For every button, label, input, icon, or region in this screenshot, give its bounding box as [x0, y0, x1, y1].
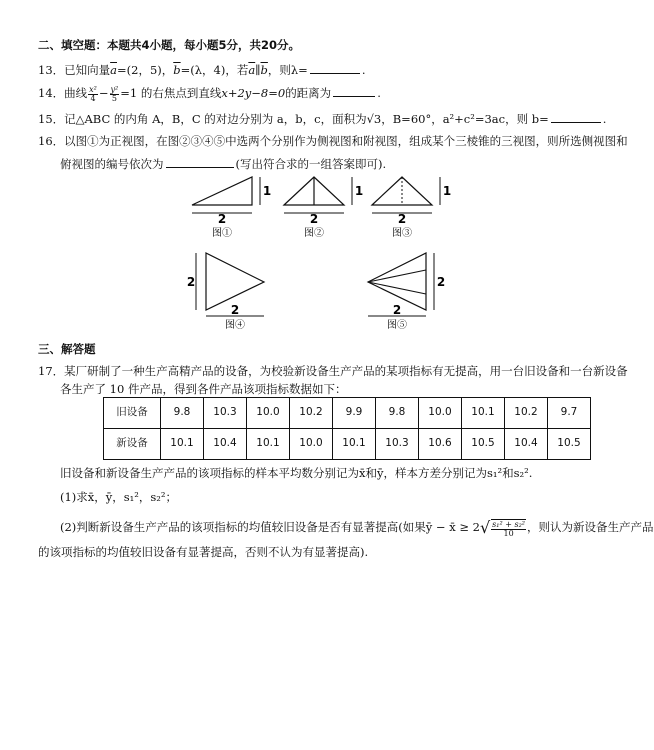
table-cell: 9.8	[376, 398, 419, 429]
figure-label: 图⑤	[387, 320, 407, 331]
question-15	[38, 111, 606, 126]
table-cell: 9.8	[161, 398, 204, 429]
table-cell: 10.1	[462, 398, 505, 429]
q13-end: .	[361, 63, 366, 77]
answer-blank[interactable]	[333, 85, 375, 97]
q14-text: 曲线	[64, 86, 88, 100]
q17-text: 某厂研制了一种生产高精产品的设备，为校验新设备生产产品的某项指标有无提高，用一台旧设备和一台新设备	[64, 364, 628, 378]
question-14	[38, 85, 381, 103]
figure-1	[190, 175, 272, 237]
question-17-line-1	[38, 364, 628, 378]
question-17-part-2-line-2: 的该项指标的均值较旧设备有显著提高，否则不认为有显著提高).	[38, 545, 369, 559]
question-17-part-1: (1)求x̄，ȳ，s₁²，s₂²；	[60, 490, 178, 504]
table-row-new	[104, 429, 591, 460]
q15-text: 记△ABC 的内角 A，B，C 的对边分别为 a，b，c，面积为√3，B=60°，a²+c²=3ac，则 b=	[64, 112, 549, 126]
table-cell: 10.0	[419, 398, 462, 429]
question-17-part-2-line-1	[60, 518, 654, 538]
question-16-line-1	[38, 134, 628, 148]
table-cell: 10.4	[204, 429, 247, 460]
figure-3	[370, 175, 452, 237]
height-label: 1	[354, 184, 364, 198]
table-cell: 10.2	[505, 398, 548, 429]
question-16-line-2	[60, 156, 386, 171]
height-label: 1	[262, 184, 272, 198]
q14-text: 的距离为	[285, 86, 332, 100]
inner-line	[368, 270, 426, 282]
height-label: 2	[186, 275, 196, 289]
question-number: 14．	[38, 86, 65, 100]
figure-label: 图④	[225, 320, 245, 331]
triangle-shape	[192, 177, 252, 205]
q13-text: =(λ，4)，若	[180, 63, 249, 77]
width-label: 2	[397, 212, 407, 226]
line-equation: x+2y−8=0	[221, 86, 286, 100]
question-number: 16．	[38, 134, 65, 148]
vector-a: $\overline{a}$	[248, 63, 256, 77]
vector-a: $\overline{a}$	[110, 63, 117, 77]
q16-text: (写出符合求的一组答案即可).	[235, 157, 387, 171]
table-cell: 10.5	[462, 429, 505, 460]
q17-part2-text: ，则认为新设备生产产品	[527, 520, 654, 534]
answer-blank[interactable]	[166, 156, 234, 168]
question-17-after-table: 旧设备和新设备生产产品的该项指标的样本平均数分别记为x̄和ȳ，样本方差分别记为s₁²和s₂².	[60, 466, 533, 480]
vector-b: $\overline{b}$	[260, 63, 268, 77]
q14-end: .	[377, 86, 381, 100]
q15-end: .	[602, 112, 607, 126]
figure-label: 图②	[304, 228, 324, 239]
width-label: 2	[230, 303, 240, 317]
figure-label: 图①	[212, 228, 232, 239]
sqrt-symbol: √	[479, 518, 491, 537]
fraction-denominator: 5	[111, 93, 117, 103]
figure-label: 图③	[392, 228, 412, 239]
width-label: 2	[309, 212, 319, 226]
width-label: 2	[392, 303, 402, 317]
answer-blank[interactable]	[551, 111, 601, 123]
table-cell: 10.2	[290, 398, 333, 429]
table-cell: 9.7	[548, 398, 591, 429]
table-cell: 10.1	[333, 429, 376, 460]
q13-text: =(2，5)，	[117, 63, 174, 77]
table-cell: 9.9	[333, 398, 376, 429]
table-row-old	[104, 398, 591, 429]
triangle-shape	[368, 253, 426, 310]
table-cell: 10.0	[290, 429, 333, 460]
q13-text: ，则λ=	[267, 63, 308, 77]
q17-part2-text: (2)判断新设备生产产品的该项指标的均值较旧设备是否有显著提高(如果ȳ − x̄ ≥ 2	[60, 520, 480, 534]
question-number: 17．	[38, 364, 65, 378]
question-13	[38, 62, 365, 77]
width-label: 2	[217, 212, 227, 226]
table-cell: 10.0	[247, 398, 290, 429]
fraction-numerator: y²	[110, 84, 119, 94]
table-cell: 10.6	[419, 429, 462, 460]
height-label: 2	[436, 275, 446, 289]
row-header: 旧设备	[104, 398, 161, 429]
section-3-title: 三、解答题	[38, 342, 96, 356]
fraction	[110, 86, 120, 103]
fraction-numerator: s₁² + s₂²	[492, 519, 525, 529]
fraction	[88, 86, 98, 103]
figure-5	[362, 250, 452, 330]
q13-text: 已知向量	[64, 63, 111, 77]
height-label: 1	[442, 184, 452, 198]
fraction-denominator: 4	[90, 93, 96, 103]
answer-blank[interactable]	[310, 62, 360, 74]
figure-4	[188, 250, 273, 330]
table-cell: 10.5	[548, 429, 591, 460]
question-number: 15．	[38, 112, 65, 126]
fraction	[491, 519, 526, 538]
table-cell: 10.4	[505, 429, 548, 460]
q14-text: =1 的右焦点到直线	[120, 86, 222, 100]
fraction-denominator: 10	[503, 528, 514, 538]
question-number: 13．	[38, 63, 65, 77]
figure-2	[282, 175, 364, 237]
q16-text: 俯视图的编号依次为	[60, 157, 164, 171]
table-cell: 10.1	[247, 429, 290, 460]
row-header: 新设备	[104, 429, 161, 460]
data-table	[103, 397, 591, 460]
minus-sign: −	[98, 86, 109, 100]
table-cell: 10.3	[376, 429, 419, 460]
table-cell: 10.1	[161, 429, 204, 460]
vector-b: $\overline{b}$	[173, 63, 181, 77]
inner-line	[368, 282, 426, 294]
fraction-numerator: x²	[89, 84, 97, 94]
section-2-title: 二、填空题：本题共4小题，每小题5分，共20分。	[38, 38, 301, 52]
q16-text: 以图①为正视图，在图②③④⑤中选两个分别作为侧视图和附视图，组成某个三棱锥的三视图，则所选侧视图和	[64, 134, 628, 148]
parallel-symbol: ∥	[255, 63, 261, 77]
question-17-line-2: 各生产了 10 件产品，得到各件产品该项指标数据如下：	[60, 382, 347, 396]
table-cell: 10.3	[204, 398, 247, 429]
triangle-shape	[206, 253, 264, 310]
